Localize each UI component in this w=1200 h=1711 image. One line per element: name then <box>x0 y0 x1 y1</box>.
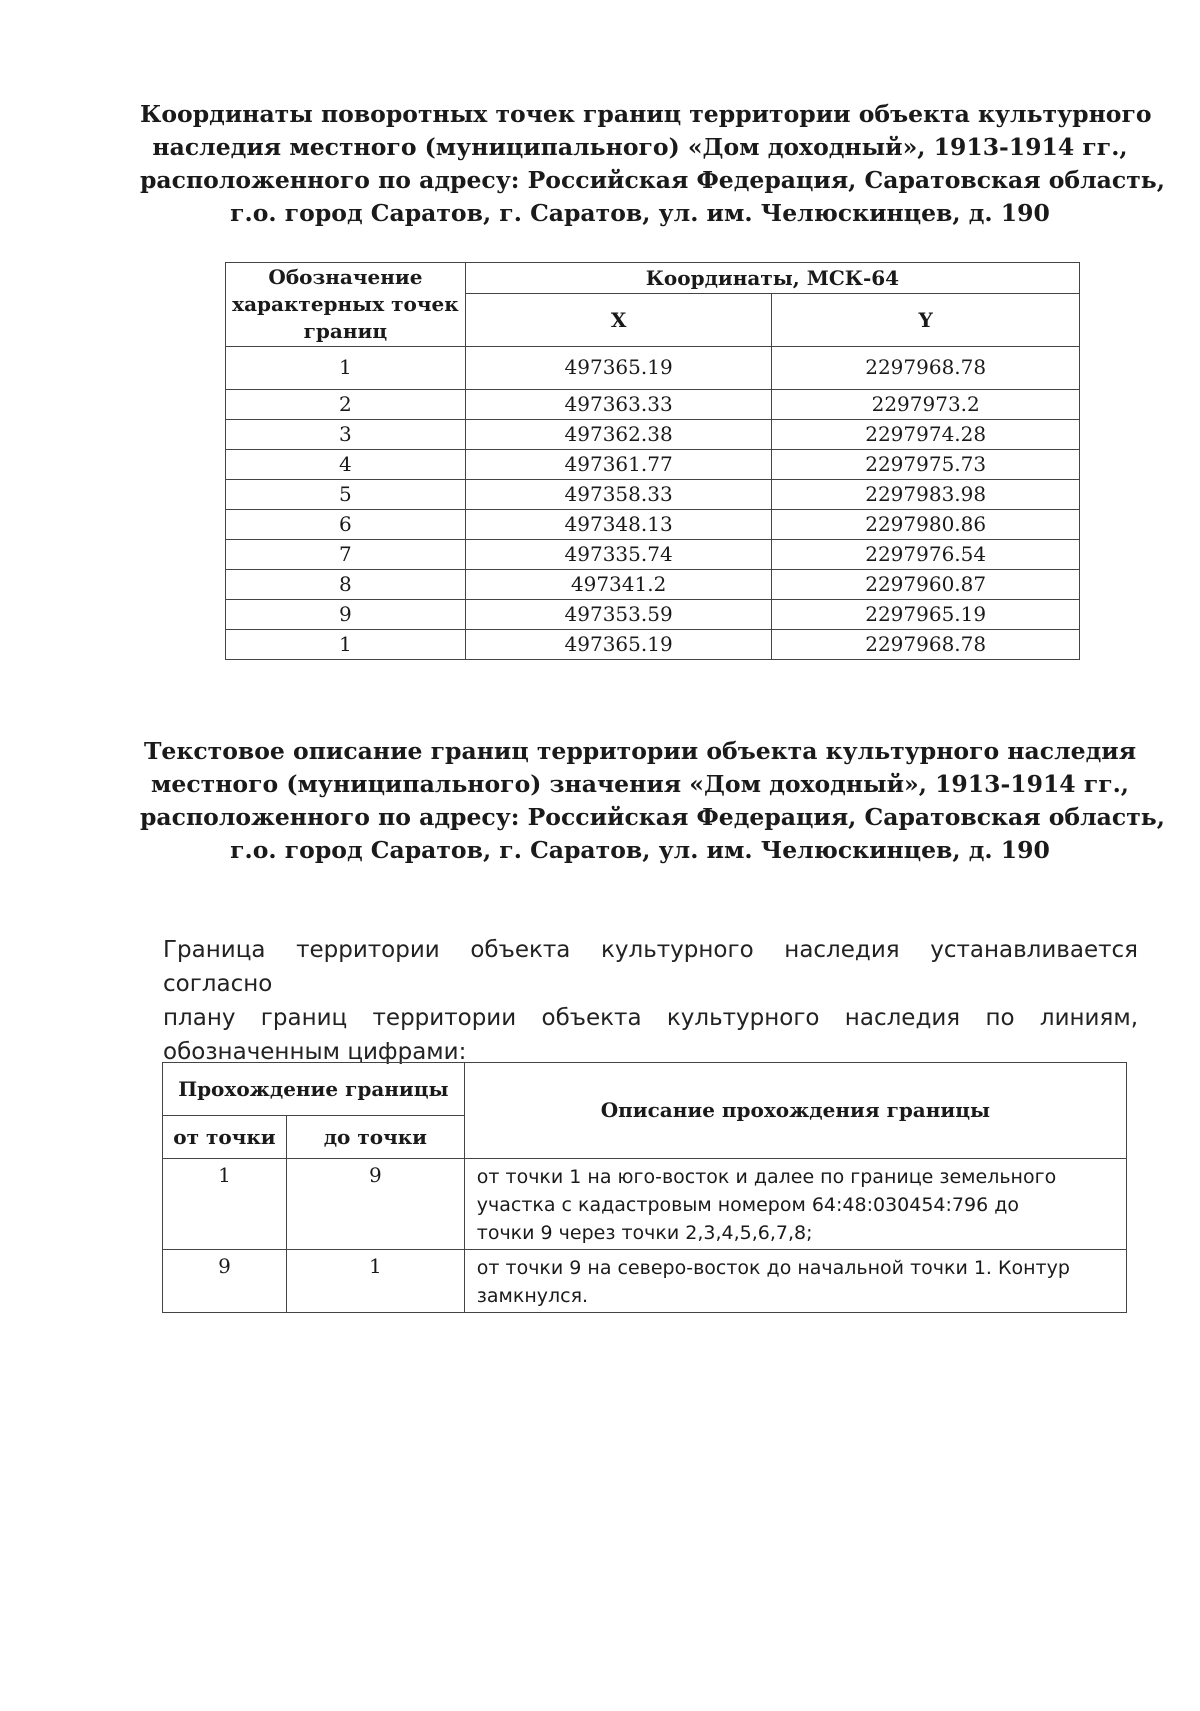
description-title <box>140 735 1165 867</box>
description-line: от точки 1 на юго-восток и далее по границе земельного <box>476 1166 1057 1188</box>
title-line: Координаты поворотных точек границ территории объекта культурного <box>140 100 1152 128</box>
header-y: Y <box>772 294 1080 347</box>
title-line: г.о. город Саратов, г. Саратов, ул. им. Челюскинцев, д. 190 <box>230 199 1050 227</box>
description-line: участка с кадастровым номером 64:48:030454:796 до <box>476 1194 1019 1216</box>
x-cell: 497341.2 <box>465 570 772 600</box>
coordinates-table <box>225 262 1080 660</box>
description-cell <box>464 1159 1126 1250</box>
x-cell: 497335.74 <box>465 540 772 570</box>
point-cell: 1 <box>226 347 466 390</box>
description-cell <box>464 1250 1126 1313</box>
y-cell: 2297983.98 <box>772 480 1080 510</box>
x-cell: 497348.13 <box>465 510 772 540</box>
header-description: Описание прохождения границы <box>464 1063 1126 1159</box>
header-point-designation <box>226 263 466 347</box>
point-cell: 4 <box>226 450 466 480</box>
table-row <box>226 420 1080 450</box>
coordinates-title <box>140 98 1165 230</box>
table-row <box>226 390 1080 420</box>
point-cell: 8 <box>226 570 466 600</box>
header-from-point: от точки <box>163 1116 287 1159</box>
table-row <box>226 450 1080 480</box>
paragraph-line: плану границ территории объекта культурного наследия по линиям, <box>163 1005 1138 1031</box>
title-line: местного (муниципального) значения «Дом доходный», 1913-1914 гг., <box>151 770 1129 798</box>
y-cell: 2297965.19 <box>772 600 1080 630</box>
boundary-paragraph <box>163 933 1138 1069</box>
x-cell: 497363.33 <box>465 390 772 420</box>
y-cell: 2297976.54 <box>772 540 1080 570</box>
point-cell: 3 <box>226 420 466 450</box>
point-cell: 6 <box>226 510 466 540</box>
header-to-point: до точки <box>286 1116 464 1159</box>
header-line: Обозначение <box>268 265 423 289</box>
x-cell: 497365.19 <box>465 347 772 390</box>
title-line: Текстовое описание границ территории объекта культурного наследия <box>143 737 1137 765</box>
table-row <box>226 347 1080 390</box>
header-passage: Прохождение границы <box>163 1063 465 1116</box>
description-line: замкнулся. <box>476 1285 589 1307</box>
header-line: границ <box>303 319 388 343</box>
table-row <box>226 540 1080 570</box>
table-row <box>226 570 1080 600</box>
y-cell: 2297968.78 <box>772 630 1080 660</box>
description-line: точки 9 через точки 2,3,4,5,6,7,8; <box>476 1222 813 1244</box>
x-cell: 497353.59 <box>465 600 772 630</box>
title-line: г.о. город Саратов, г. Саратов, ул. им. Челюскинцев, д. 190 <box>230 836 1050 864</box>
y-cell: 2297975.73 <box>772 450 1080 480</box>
table-row <box>163 1159 1127 1250</box>
x-cell: 497365.19 <box>465 630 772 660</box>
point-cell: 1 <box>226 630 466 660</box>
point-cell: 2 <box>226 390 466 420</box>
paragraph-line: Граница территории объекта культурного наследия устанавливается согласно <box>163 937 1138 997</box>
y-cell: 2297960.87 <box>772 570 1080 600</box>
y-cell: 2297974.28 <box>772 420 1080 450</box>
x-cell: 497361.77 <box>465 450 772 480</box>
title-line: наследия местного (муниципального) «Дом доходный», 1913-1914 гг., <box>152 133 1128 161</box>
table-row <box>226 600 1080 630</box>
title-line: расположенного по адресу: Российская Федерация, Саратовская область, <box>140 166 1165 194</box>
x-cell: 497362.38 <box>465 420 772 450</box>
point-cell: 9 <box>226 600 466 630</box>
point-cell: 5 <box>226 480 466 510</box>
table-row <box>226 510 1080 540</box>
table-row <box>226 630 1080 660</box>
header-x: X <box>465 294 772 347</box>
table-row <box>163 1250 1127 1313</box>
description-line: от точки 9 на северо-восток до начальной точки 1. Контур <box>476 1257 1070 1279</box>
y-cell: 2297973.2 <box>772 390 1080 420</box>
boundary-route-table <box>162 1062 1127 1313</box>
y-cell: 2297980.86 <box>772 510 1080 540</box>
header-coordinates: Координаты, МСК-64 <box>465 263 1079 294</box>
y-cell: 2297968.78 <box>772 347 1080 390</box>
paragraph-line: обозначенным цифрами: <box>163 1039 467 1065</box>
point-cell: 7 <box>226 540 466 570</box>
to-point-cell: 9 <box>286 1159 464 1250</box>
title-line: расположенного по адресу: Российская Федерация, Саратовская область, <box>140 803 1165 831</box>
from-point-cell: 1 <box>163 1159 287 1250</box>
from-point-cell: 9 <box>163 1250 287 1313</box>
table-row <box>226 480 1080 510</box>
to-point-cell: 1 <box>286 1250 464 1313</box>
header-line: характерных точек <box>232 292 459 316</box>
x-cell: 497358.33 <box>465 480 772 510</box>
